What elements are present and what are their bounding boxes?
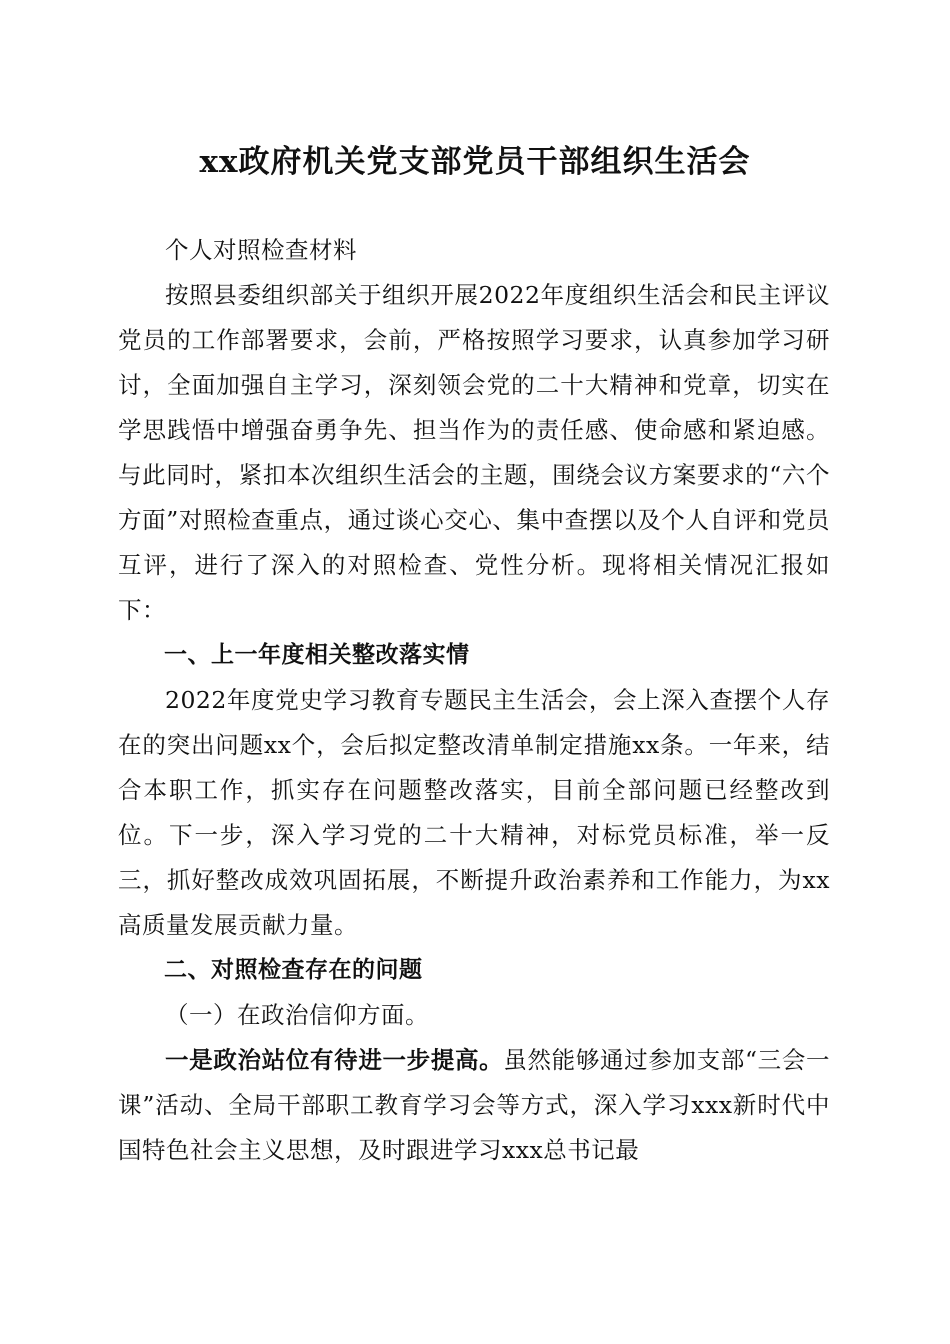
section-1-heading: 一、上一年度相关整改落实情 [164,642,470,668]
section-1-paragraph: 2022年度党史学习教育专题民主生活会，会上深入查摆个人存在的突出问题xx个，会后拟定整改清单制定措施xx条。一年来，结合本职工作，抓实存在问题整改落实，目前全部问题已经整改到位。下一步，深入学习党的二十大精神，对标党员标准，举一反三，抓好整改成效巩固拓展，不断提升政治素养和工作能力，为xx高质量发展贡献力量。 [118,686,830,939]
point-1-paragraph [118,1038,830,1173]
point-1-text: 虽然能够通过参加支部“三会一课”活动、全局干部职工教育学习会等方式，深入学习xxx新时代中国特色社会主义思想，及时跟进学习xxx总书记最 [118,1046,831,1164]
intro-paragraph: 按照县委组织部关于组织开展2022年度组织生活会和民主评议党员的工作部署要求，会前，严格按照学习要求，认真参加学习研讨，全面加强自主学习，深刻领会党的二十大精神和党章，切实在学思践悟中增强奋勇争先、担当作为的责任感、使命感和紧迫感。与此同时，紧扣本次组织生活会的主题，围绕会议方案要求的“六个方面”对照检查重点，通过谈心交心、集中查摆以及个人自评和党员互评，进行了深入的对照检查、党性分析。现将相关情况汇报如下： [118,281,830,624]
document-title: xx政府机关党支部党员干部组织生活会 [199,144,751,180]
document-subtitle: 个人对照检查材料 [165,236,357,264]
section-2-heading: 二、对照检查存在的问题 [164,957,423,983]
section-2-subheading: （一）在政治信仰方面。 [165,1001,429,1029]
point-1-lead: 一是政治站位有待进一步提高。 [165,1046,504,1074]
document-body [118,228,830,1173]
